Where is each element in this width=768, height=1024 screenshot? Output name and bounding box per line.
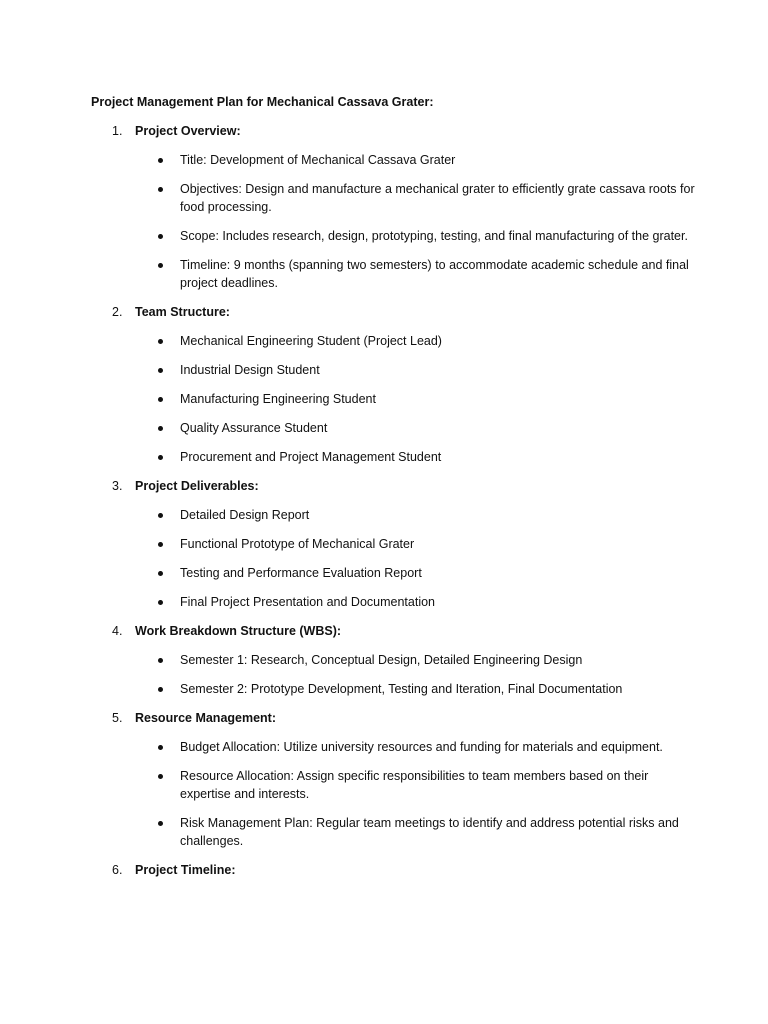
list-item bbox=[91, 593, 700, 611]
list-item-text: Scope: Includes research, design, prototyping, testing, and final manufacturing of the grater. bbox=[180, 229, 688, 243]
section-project-deliverables bbox=[91, 477, 708, 611]
list-item-text: Resource Allocation: Assign specific responsibilities to team members based on their expertise and interests. bbox=[180, 769, 649, 801]
list-item bbox=[91, 651, 700, 669]
bullet-icon bbox=[158, 821, 163, 826]
list-item-text: Semester 2: Prototype Development, Testing and Iteration, Final Documentation bbox=[180, 682, 623, 696]
list-item bbox=[91, 767, 700, 803]
section-heading bbox=[91, 122, 708, 140]
list-item-text: Quality Assurance Student bbox=[180, 421, 328, 435]
list-item bbox=[91, 680, 700, 698]
bullet-icon bbox=[158, 234, 163, 239]
section-heading bbox=[91, 477, 708, 495]
bullet-icon bbox=[158, 263, 163, 268]
list-item bbox=[91, 564, 700, 582]
list-item-text: Title: Development of Mechanical Cassava Grater bbox=[180, 153, 456, 167]
bullet-icon bbox=[158, 687, 163, 692]
list-item-text: Budget Allocation: Utilize university resources and funding for materials and equipment. bbox=[180, 740, 663, 754]
section-team-structure bbox=[91, 303, 708, 466]
section-heading bbox=[91, 303, 708, 321]
section-title: Project Timeline: bbox=[135, 863, 236, 877]
bullet-icon bbox=[158, 397, 163, 402]
list-item-text: Procurement and Project Management Student bbox=[180, 450, 442, 464]
list-item bbox=[91, 390, 700, 408]
bullet-icon bbox=[158, 745, 163, 750]
bullet-icon bbox=[158, 426, 163, 431]
list-item bbox=[91, 361, 700, 379]
section-project-overview bbox=[91, 122, 708, 292]
list-item bbox=[91, 419, 700, 437]
bullet-icon bbox=[158, 339, 163, 344]
list-item bbox=[91, 227, 700, 245]
section-number: 3. bbox=[112, 479, 123, 493]
section-title: Work Breakdown Structure (WBS): bbox=[135, 624, 342, 638]
section-number: 2. bbox=[112, 305, 123, 319]
section-title: Team Structure: bbox=[135, 305, 230, 319]
list-item-text: Risk Management Plan: Regular team meetings to identify and address potential risks and challenges. bbox=[180, 816, 679, 848]
section-project-timeline bbox=[91, 861, 708, 879]
section-heading bbox=[91, 622, 708, 640]
list-item-text: Timeline: 9 months (spanning two semesters) to accommodate academic schedule and final project deadlines. bbox=[180, 258, 689, 290]
section-number: 6. bbox=[112, 863, 123, 877]
section-title: Project Deliverables: bbox=[135, 479, 259, 493]
section-heading bbox=[91, 861, 708, 879]
section-number: 4. bbox=[112, 624, 123, 638]
section-list bbox=[91, 122, 708, 879]
bullet-icon bbox=[158, 658, 163, 663]
section-heading bbox=[91, 709, 708, 727]
list-item bbox=[91, 738, 700, 756]
bullet-icon bbox=[158, 368, 163, 373]
section-title: Project Overview: bbox=[135, 124, 241, 138]
section-number: 5. bbox=[112, 711, 123, 725]
bullet-icon bbox=[158, 542, 163, 547]
bullet-icon bbox=[158, 600, 163, 605]
bullet-icon bbox=[158, 513, 163, 518]
bullet-icon bbox=[158, 187, 163, 192]
list-item-text: Mechanical Engineering Student (Project Lead) bbox=[180, 334, 442, 348]
list-item bbox=[91, 814, 700, 850]
section-number: 1. bbox=[112, 124, 123, 138]
list-item-text: Semester 1: Research, Conceptual Design, Detailed Engineering Design bbox=[180, 653, 583, 667]
list-item-text: Final Project Presentation and Documentation bbox=[180, 595, 436, 609]
bullet-list bbox=[91, 506, 708, 611]
list-item bbox=[91, 151, 700, 169]
bullet-list bbox=[91, 738, 708, 850]
bullet-list bbox=[91, 651, 708, 698]
section-title: Resource Management: bbox=[135, 711, 277, 725]
bullet-list bbox=[91, 332, 708, 466]
list-item-text: Objectives: Design and manufacture a mechanical grater to efficiently grate cassava roots for food processing. bbox=[180, 182, 695, 214]
section-resource-management bbox=[91, 709, 708, 850]
list-item bbox=[91, 506, 700, 524]
list-item-text: Functional Prototype of Mechanical Grater bbox=[180, 537, 415, 551]
bullet-icon bbox=[158, 571, 163, 576]
list-item bbox=[91, 535, 700, 553]
document-title: Project Management Plan for Mechanical Cassava Grater: bbox=[91, 95, 434, 109]
list-item bbox=[91, 332, 700, 350]
list-item bbox=[91, 256, 700, 292]
bullet-icon bbox=[158, 455, 163, 460]
list-item bbox=[91, 180, 700, 216]
section-work-breakdown-structure bbox=[91, 622, 708, 698]
list-item-text: Manufacturing Engineering Student bbox=[180, 392, 376, 406]
bullet-icon bbox=[158, 158, 163, 163]
bullet-icon bbox=[158, 774, 163, 779]
list-item-text: Detailed Design Report bbox=[180, 508, 310, 522]
list-item-text: Industrial Design Student bbox=[180, 363, 320, 377]
list-item-text: Testing and Performance Evaluation Report bbox=[180, 566, 422, 580]
list-item bbox=[91, 448, 700, 466]
bullet-list bbox=[91, 151, 708, 292]
